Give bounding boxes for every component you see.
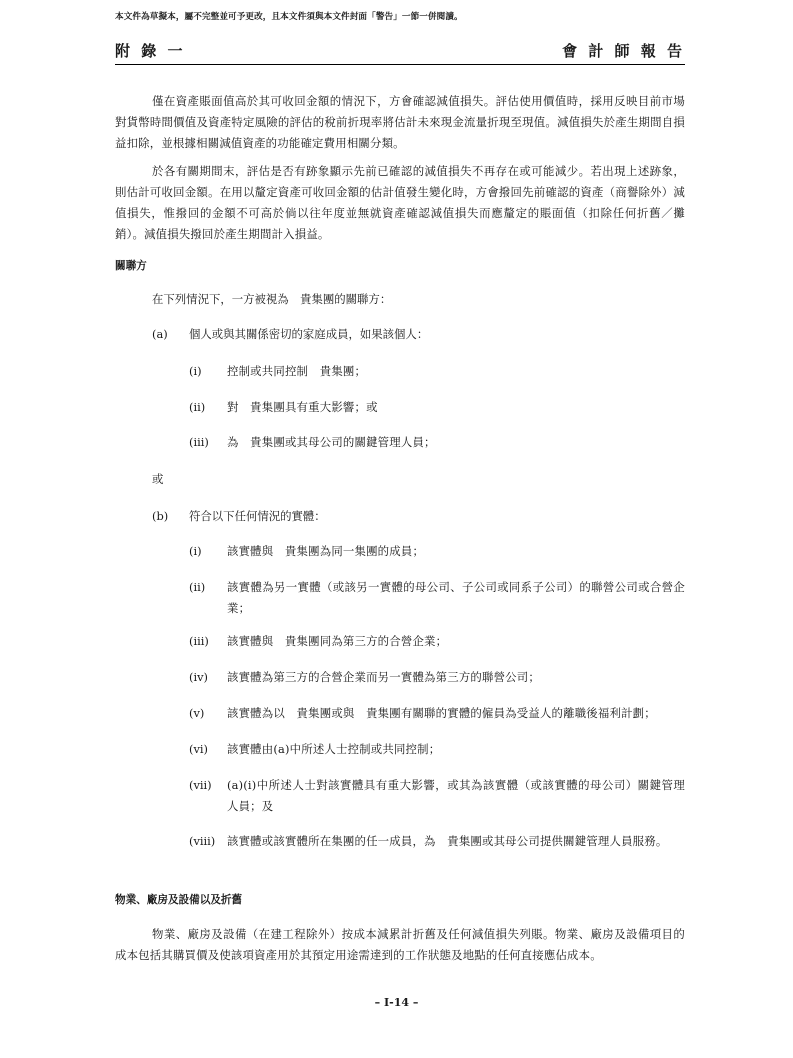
item-b-vii-marker: (vii) [189,778,212,792]
item-b-ii-marker: (ii) [189,580,206,594]
item-b-viii-text: 該實體或該實體所在集團的任一成員，為 貴集團或其母公司提供關鍵管理人員服務。 [227,834,668,848]
item-b-vii-text: (a)(i)中所述人士對該實體具有重大影響，或其為該實體（或該實體的母公司）關鍵管理人員；及 [227,778,685,813]
appendix-title: 附 錄 一 [115,42,186,60]
related-parties-intro: 在下列情況下，一方被視為 貴集團的關聯方： [152,292,392,306]
item-a-i-marker: (i) [189,364,202,378]
related-parties-heading: 關聯方 [115,260,147,272]
item-a-iii-text: 為 貴集團或其母公司的關鍵管理人員； [227,435,436,449]
item-b-i-text: 該實體與 貴集團為同一集團的成員； [227,544,425,558]
item-a-ii-marker: (ii) [189,400,206,414]
item-b-iv-text: 該實體為第三方的合營企業而另一實體為第三方的聯營公司； [227,670,540,684]
draft-warning-banner: 本文件為草擬本，屬不完整並可予更改，且本文件須與本文件封面「警告」一節一併閱讀。 [115,12,463,22]
item-b-marker: (b) [152,509,169,523]
impairment-paragraph-2: 於各有關期間末，評估是否有跡象顯示先前已確認的減值損失不再存在或可能減少。若出現上述跡象，則估計可收回金額。在用以釐定資產可收回金額的估計值發生變化時，方會撥回先前確認的資產（商譽除外）減值損失，惟撥回的金額不可高於倘以往年度並無就資產確認減值損失而應釐定的賬面值（扣除任何折舊／攤銷）。減值損失撥回於產生期間計入損益。 [115,164,685,241]
item-b-viii-marker: (viii) [189,834,216,848]
item-a-ii-text: 對 貴集團具有重大影響；或 [227,400,378,414]
item-b-iii-text: 該實體與 貴集團同為第三方的合營企業； [227,634,448,648]
item-b-i-marker: (i) [189,544,202,558]
item-b-text: 符合以下任何情況的實體： [189,509,326,523]
item-b-vi-text: 該實體由(a)中所述人士控制或共同控制； [227,742,441,756]
page-number: – I-14 – [374,996,419,1009]
item-b-vi-marker: (vi) [189,742,208,756]
item-a-i-text: 控制或共同控制 貴集團； [227,364,367,378]
item-b-v-marker: (v) [189,706,205,720]
or-connector: 或 [152,472,164,486]
page-header [115,38,685,65]
impairment-paragraph-1: 僅在資產賬面值高於其可收回金額的情況下，方會確認減值損失。評估使用價值時，採用反映目前市場對貨幣時間價值及資產特定風險的評估的稅前折現率將估計未來現金流量折現至現值。減值損失於產生期間自損益扣除，並根據相關減值資產的功能確定費用相關分類。 [115,94,685,150]
item-a-marker: (a) [152,327,168,341]
item-b-v-text: 該實體為以 貴集團或與 貴集團有關聯的實體的僱員為受益人的離職後福利計劃； [227,706,656,720]
ppe-paragraph: 物業、廠房及設備（在建工程除外）按成本減累計折舊及任何減值損失列賬。物業、廠房及設備項目的成本包括其購買價及使該項資產用於其預定用途需達到的工作狀態及地點的任何直接應佔成本。 [115,927,685,962]
item-b-iii-marker: (iii) [189,634,209,648]
item-b-iv-marker: (iv) [189,670,208,684]
item-b-ii-text: 該實體為另一實體（或該另一實體的母公司、子公司或同系子公司）的聯營公司或合營企業； [227,580,685,615]
ppe-heading: 物業、廠房及設備以及折舊 [115,894,243,906]
report-title: 會 計 師 報 告 [562,42,685,60]
item-a-iii-marker: (iii) [189,435,209,449]
item-a-text: 個人或與其關係密切的家庭成員，如果該個人： [189,327,429,341]
